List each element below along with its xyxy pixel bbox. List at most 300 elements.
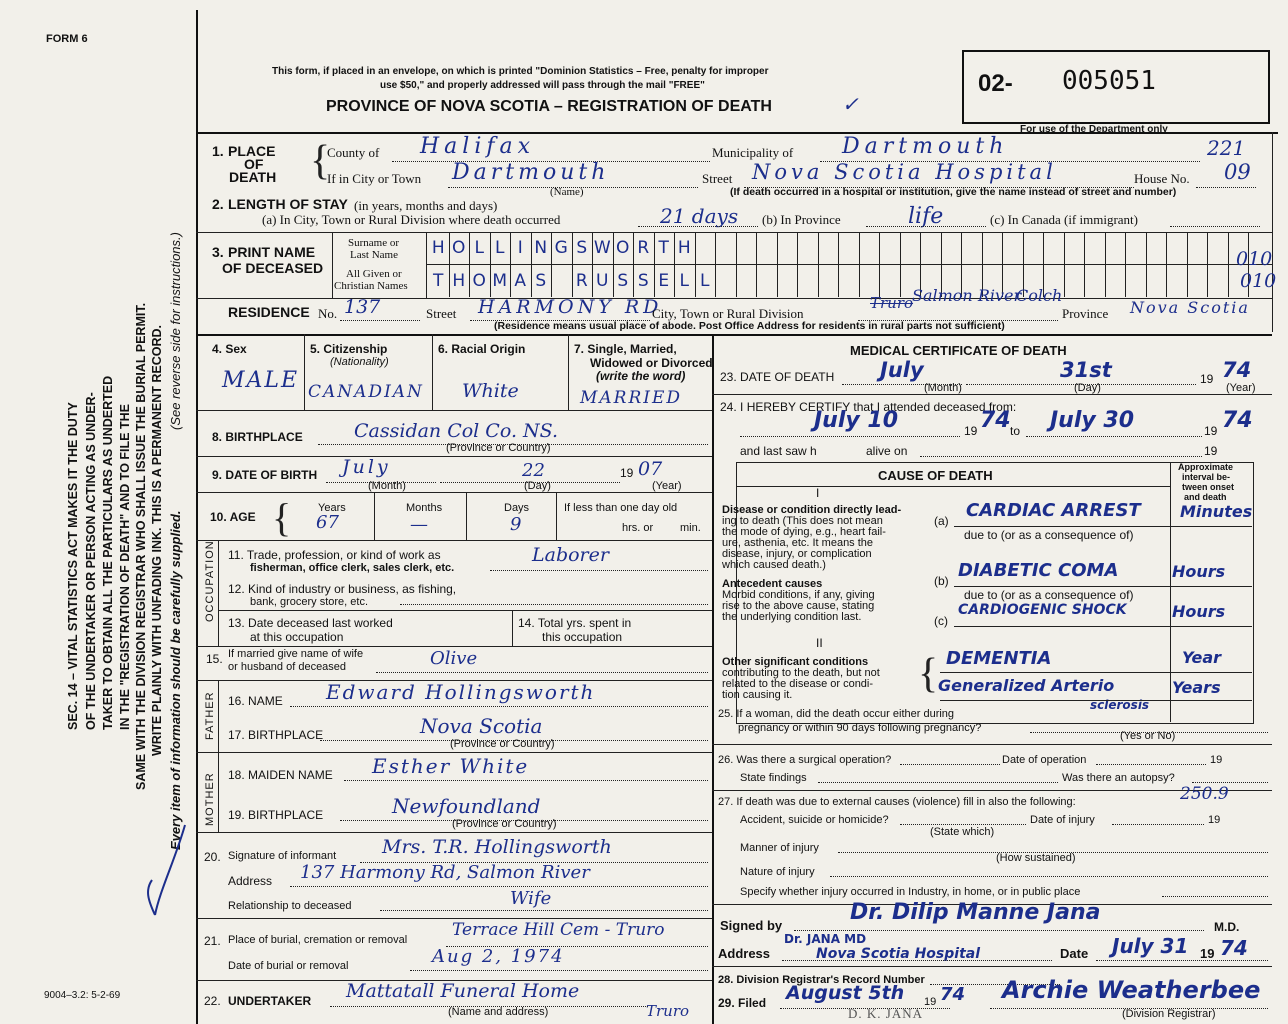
name-letter-cell: R [572, 265, 594, 297]
surname-label-a: Surname or [348, 237, 400, 249]
name-letter-cell [838, 232, 860, 264]
name-letter-cell [797, 265, 819, 297]
envelope-note-1: This form, if placed in an envelope, on which is printed "Dominion Statistics – Free, penalty for improper [272, 66, 769, 77]
record-number-label: Division Registrar's Record Number [736, 974, 925, 986]
informant-address-value: 137 Harmony Rd, Salmon River [300, 862, 590, 883]
age-hrs-label: hrs. or [622, 522, 654, 534]
name-letter-cell [1064, 265, 1086, 297]
s24-num: 24. [720, 400, 737, 414]
last-saw-label: and last saw h [740, 444, 817, 458]
pregnancy-label-a: If a woman, did the death occur either during [736, 708, 955, 720]
undertaker-label: UNDERTAKER [228, 994, 312, 1008]
s17-num: 17. [228, 728, 245, 742]
dept-use-label: For use of the Department only [1020, 124, 1168, 135]
interval-label-b: interval be- [1182, 472, 1231, 482]
direct-cause-d: ure, asthenia, etc. It means the [722, 537, 874, 549]
death-day: 31st [1060, 358, 1112, 382]
name-letter-cell [1125, 232, 1147, 264]
nature-label: Nature of injury [740, 866, 815, 878]
sex-value: MALE [222, 368, 300, 393]
name-letter-cell: M [490, 265, 512, 297]
death-month-hint: (Month) [924, 382, 962, 394]
name-letter-cell [1187, 265, 1209, 297]
s28-num: 28. [718, 974, 734, 986]
dob-day: 22 [522, 460, 545, 481]
stay-c-label: (c) In Canada (if immigrant) [990, 212, 1138, 227]
residence-city-struck: Truro [870, 294, 914, 312]
direct-cause-b: ing to death (This does not mean [722, 515, 883, 527]
pregnancy-label-b: pregnancy or within 90 days following pregnancy? [738, 722, 982, 734]
age-days-label: Days [504, 502, 530, 514]
name-letter-cell: S [572, 232, 594, 264]
how-sustained-hint: (How sustained) [996, 852, 1076, 864]
residence-province-label: Province [1062, 306, 1109, 321]
s4-num: 4. [212, 342, 223, 356]
name-letter-cell [756, 232, 778, 264]
cause-a-interval: Minutes [1180, 502, 1253, 521]
undertaker-value: Mattatall Funeral Home [346, 980, 580, 1002]
residence-no-value: 137 [344, 296, 381, 318]
interval-label-a: Approximate [1178, 462, 1234, 472]
cause-c-label: (c) [934, 614, 948, 628]
county-value: Halifax [420, 134, 536, 159]
place-label: PLACE [228, 143, 276, 159]
injury-year-prefix: 19 [1208, 814, 1221, 826]
length-of-stay-label: LENGTH OF STAY [228, 196, 348, 212]
city-label: If in City or Town [327, 171, 422, 186]
signer-address-label: Address [718, 946, 771, 961]
s5-num: 5. [310, 342, 321, 356]
municipality-value: Dartmouth [842, 134, 1009, 159]
name-letter-cell [715, 265, 737, 297]
dob-day-hint: (Day) [524, 480, 551, 492]
other-interval-1: Year [1182, 648, 1222, 667]
s14-label-a: Total yrs. spent in [537, 616, 632, 630]
name-hint: (Name) [550, 186, 584, 198]
md-label: M.D. [1214, 920, 1240, 934]
antecedent-d: the underlying condition last. [722, 611, 862, 623]
father-birthplace-hint: (Province or Country) [450, 738, 555, 750]
s16-num: 16. [228, 694, 245, 708]
name-letter-cell [879, 232, 901, 264]
s27-num: 27. [718, 796, 734, 808]
name-letter-cell: E [654, 265, 676, 297]
of-deceased-label: OF DECEASED [222, 260, 324, 276]
name-letter-cell: O [613, 232, 635, 264]
filed-below-text: D. K. JANA [848, 1006, 923, 1021]
name-letter-cell: H [674, 232, 696, 264]
s19-num: 19. [228, 808, 245, 822]
name-letter-cell [736, 265, 758, 297]
name-letter-cell: L [674, 265, 696, 297]
injury-date-label: Date of injury [1030, 814, 1095, 826]
attended-to: July 30 [1050, 408, 1135, 433]
undertaker-value-2: Truro [646, 1002, 690, 1020]
birthplace-value: Cassidan Col Co. NS. [354, 420, 559, 442]
attended-to-year: 74 [1222, 408, 1253, 433]
name-letter-cell [920, 232, 942, 264]
antecedent-b: Morbid conditions, if any, giving [722, 589, 875, 601]
side-text-2: OF THE UNDERTAKER OR PERSON ACTING AS UNDER- [84, 392, 98, 730]
stay-b-value: life [908, 204, 944, 229]
name-letter-cell: S [613, 265, 635, 297]
stay-a-label: (a) In City, Town or Rural Division where death occurred [262, 212, 561, 227]
house-value: 09 [1224, 160, 1251, 184]
cause-a-label: (a) [934, 514, 949, 528]
s26-num: 26. [718, 754, 734, 766]
s29-num: 29. [718, 996, 735, 1010]
name-letter-cell: S [633, 265, 655, 297]
s13-label-a: Date deceased last worked [248, 616, 393, 630]
pregnancy-hint: (Yes or No) [1120, 730, 1176, 742]
s20-num: 20. [204, 850, 221, 864]
antecedent-c: rise to the above cause, stating [722, 600, 875, 612]
age-months: — [410, 514, 428, 535]
alive-on-prefix: 19 [1204, 444, 1218, 458]
attended-from-prefix: 19 [964, 424, 978, 438]
name-letter-cell [1166, 232, 1188, 264]
marital-value: MARRIED [580, 388, 683, 408]
other-condition-2: Generalized Arterio [938, 676, 1115, 695]
name-letter-cell [1146, 265, 1168, 297]
signed-date-value: July 31 [1112, 934, 1189, 958]
accident-label: Accident, suicide or homicide? [740, 814, 889, 826]
s14-num: 14. [518, 616, 535, 630]
direct-cause-a: Disease or condition directly lead- [722, 504, 902, 516]
s13-label-b: at this occupation [250, 630, 344, 644]
death-label: DEATH [229, 169, 277, 185]
dob-month: July [342, 456, 391, 478]
form-id: FORM 6 [46, 33, 88, 45]
signer-address-1: Dr. JANA MD [784, 932, 867, 946]
dob-year-hint: (Year) [652, 480, 682, 492]
name-letter-cell [551, 265, 573, 297]
name-letter-cell [859, 232, 881, 264]
death-day-hint: (Day) [1074, 382, 1101, 394]
name-letter-cell: H [428, 232, 450, 264]
name-letter-cell: L [469, 232, 491, 264]
name-letter-cell [736, 232, 758, 264]
age-min-label: min. [680, 522, 701, 534]
dob-label: DATE OF BIRTH [225, 468, 318, 482]
registration-prefix: 02- [978, 70, 1013, 97]
undertaker-hint: (Name and address) [448, 1006, 549, 1018]
informant-address-label: Address [228, 874, 273, 888]
racial-origin-label: Racial Origin [451, 342, 526, 356]
part-2-label: II [816, 636, 823, 650]
birthplace-hint: (Province or Country) [446, 442, 551, 454]
place-of-label: OF [244, 156, 264, 172]
attended-to-prefix: 19 [1204, 424, 1218, 438]
attended-from-year: 74 [980, 408, 1011, 433]
burial-place-label: Place of burial, cremation or removal [228, 934, 408, 946]
marital-label-c: (write the word) [596, 369, 686, 383]
side-text-6: WRITE PLAINLY WITH UNFADING INK. THIS IS A PERMANENT RECORD. [150, 324, 164, 756]
s21-num: 21. [204, 934, 221, 948]
name-letter-cell [1064, 232, 1086, 264]
name-letter-cell [1023, 232, 1045, 264]
age-lt-day-label: If less than one day old [564, 502, 678, 514]
cause-a-value: CARDIAC ARREST [966, 500, 1141, 521]
s15-num: 15. [206, 652, 223, 666]
residence-city-value: Salmon River [912, 286, 1022, 305]
s6-num: 6. [438, 342, 449, 356]
other-conditions-b: contributing to the death, but not [722, 667, 880, 679]
citizenship-label: Citizenship [323, 342, 388, 356]
mother-maiden-label: MAIDEN NAME [248, 768, 333, 782]
father-name-value: Edward Hollingsworth [326, 680, 596, 704]
name-letter-cell [1002, 232, 1024, 264]
name-letter-cell [1125, 265, 1147, 297]
s22-num: 22. [204, 994, 221, 1008]
s11-label-b: fisherman, office clerk, sales clerk, etc. [250, 562, 455, 574]
signed-year: 74 [1220, 936, 1248, 960]
dob-year-prefix: 19 [620, 466, 634, 480]
age-months-label: Months [406, 502, 443, 514]
direct-cause-e: disease, injury, or complication [722, 548, 872, 560]
relationship-value: Wife [510, 888, 552, 909]
mother-side-label: MOTHER [204, 772, 216, 826]
dob-year: 07 [638, 458, 663, 480]
hospital-note: (If death occurred in a hospital or institution, give the name instead of street and number) [730, 186, 1177, 198]
s8-num: 8. [212, 430, 223, 444]
side-text-1: SEC. 14 – VITAL STATISTICS ACT MAKES IT THE DUTY [66, 402, 80, 730]
manner-label: Manner of injury [740, 842, 819, 854]
name-letter-cell: T [428, 265, 450, 297]
medical-certificate-title: MEDICAL CERTIFICATE OF DEATH [850, 343, 1067, 358]
certify-label: I HEREBY CERTIFY that I attended deceased from: [740, 400, 1017, 414]
signed-year-prefix: 19 [1200, 946, 1215, 961]
mother-birthplace-hint: (Province or Country) [452, 818, 557, 830]
s3-num: 3. [212, 244, 224, 260]
name-letter-cell [838, 265, 860, 297]
cause-c-interval: Hours [1172, 602, 1226, 621]
mother-maiden-value: Esther White [372, 754, 530, 778]
county-label: County of [327, 145, 380, 160]
s11-num: 11. [228, 548, 244, 562]
name-letter-cell: O [449, 232, 471, 264]
marital-label-a: Single, Married, [587, 342, 677, 356]
margin-code-2: 010 [1240, 270, 1277, 292]
due-to-a: due to (or as a consequence of) [964, 528, 1134, 542]
name-letter-cell [1084, 265, 1106, 297]
name-letter-cell: N [531, 232, 553, 264]
name-letter-cell [859, 265, 881, 297]
racial-origin-value: White [462, 380, 519, 402]
age-years: 67 [316, 512, 339, 533]
street-value: Nova Scotia Hospital [752, 160, 1057, 184]
due-to-b: due to (or as a consequence of) [964, 588, 1134, 602]
margin-code-1: 010 [1236, 248, 1273, 270]
direct-cause-f: which caused death.) [722, 559, 826, 571]
filed-year-prefix: 19 [924, 996, 937, 1008]
death-month: July [880, 358, 924, 382]
name-letter-cell [1105, 232, 1127, 264]
cause-of-death-title: CAUSE OF DEATH [878, 468, 993, 483]
antecedent-a: Antecedent causes [722, 578, 823, 590]
name-letter-cell [961, 232, 983, 264]
name-letter-cell: I [510, 232, 532, 264]
filed-year: 74 [940, 984, 966, 1005]
death-year-prefix: 19 [1200, 372, 1214, 386]
other-conditions-c: related to the disease or condi- [722, 678, 874, 690]
findings-label: State findings [740, 772, 807, 784]
registrar-signature: Archie Weatherbee [1002, 976, 1261, 1004]
father-birthplace-label: BIRTHPLACE [248, 728, 324, 742]
city-value: Dartmouth [452, 160, 610, 185]
dept-code-1: 221 [1207, 136, 1246, 160]
occupation-value: Laborer [532, 544, 609, 566]
operation-date-label: Date of operation [1002, 754, 1087, 766]
residence-label: RESIDENCE [228, 304, 310, 320]
signer-address-2: Nova Scotia Hospital [816, 946, 981, 962]
burial-place-value: Terrace Hill Cem - Truro [452, 920, 665, 940]
s12-label-b: bank, grocery store, etc. [250, 596, 368, 608]
side-text-7: Every item of information should be carefully supplied. [168, 510, 183, 850]
side-text-3: TAKER TO OBTAIN ALL THE PARTICULARS AS UNDERTED [101, 375, 115, 730]
death-year: 74 [1222, 358, 1252, 382]
s12-label-a: Kind of industry or business, as fishing, [248, 582, 457, 596]
date-of-death-label: DATE OF DEATH [740, 370, 835, 384]
occupation-side-label: OCCUPATION [204, 540, 216, 622]
name-letter-cell: L [490, 232, 512, 264]
envelope-note-2: use $50," and properly addressed will pass through the mail "FREE" [380, 80, 705, 91]
father-name-label: NAME [248, 694, 283, 708]
name-letter-cell: A [510, 265, 532, 297]
s9-num: 9. [212, 468, 223, 482]
street-label: Street [702, 171, 733, 186]
given-label-b: Christian Names [334, 280, 408, 292]
other-condition-1: DEMENTIA [946, 648, 1052, 669]
s18-num: 18. [228, 768, 245, 782]
name-letter-cell [715, 232, 737, 264]
registration-number: 005051 [1062, 66, 1156, 96]
side-text-5: SAME WITH THE DIVISION REGISTRAR WHO SHALL ISSUE THE BURIAL PERMIT. [134, 302, 148, 790]
spouse-value: Olive [430, 648, 478, 669]
municipality-label: Municipality of [712, 145, 794, 160]
informant-signature-label: Signature of informant [228, 850, 337, 862]
name-letter-cell [695, 232, 717, 264]
birthplace-label: BIRTHPLACE [225, 430, 303, 444]
part-1-label: I [816, 486, 820, 500]
mother-birthplace-value: Newfoundland [392, 794, 541, 818]
other-condition-3: sclerosis [1090, 698, 1150, 712]
name-letter-cell: R [633, 232, 655, 264]
residence-province-value: Nova Scotia [1130, 298, 1250, 317]
specify-label: Specify whether injury occurred in Industry, in home, or in public place [740, 886, 1081, 898]
attended-from: July 10 [814, 408, 899, 433]
name-letter-cell [1207, 232, 1229, 264]
name-letter-cell [1105, 265, 1127, 297]
name-letter-cell [982, 232, 1004, 264]
mother-birthplace-label: BIRTHPLACE [248, 808, 324, 822]
surname-label-b: Last Name [350, 249, 398, 261]
dob-month-hint: (Month) [368, 480, 406, 492]
cause-c-value: CARDIOGENIC SHOCK [958, 602, 1127, 618]
s1-num: 1. [212, 143, 224, 159]
signed-by-value: Dr. Dilip Manne Jana [850, 900, 1101, 925]
name-letter-cell: O [469, 265, 491, 297]
residence-street-value: HARMONY RD [478, 296, 663, 318]
name-letter-cell [777, 232, 799, 264]
burial-date-label: Date of burial or removal [228, 960, 349, 972]
name-letter-cell [818, 232, 840, 264]
registration-number-box [962, 50, 1270, 124]
residence-city-extra: Colch [1016, 286, 1063, 305]
side-text-8: (See reverse side for instructions.) [168, 232, 183, 430]
informant-signature-value: Mrs. T.R. Hollingsworth [382, 836, 612, 858]
stay-b-label: (b) In Province [762, 212, 841, 227]
operation-year-prefix: 19 [1210, 754, 1223, 766]
s10-num: 10. [210, 510, 227, 524]
death-year-hint: (Year) [1226, 382, 1256, 394]
cause-b-value: DIABETIC COMA [958, 560, 1119, 581]
name-letter-cell [941, 232, 963, 264]
name-letter-cell [797, 232, 819, 264]
signed-date-label: Date [1060, 946, 1089, 961]
relationship-label: Relationship to deceased [228, 900, 352, 912]
name-letter-cell [1043, 232, 1065, 264]
direct-cause-c: the mode of dying, e.g., heart fail- [722, 526, 886, 538]
interval-label-c: tween onset [1182, 482, 1235, 492]
s25-num: 25. [718, 708, 734, 720]
residence-no-label: No. [318, 306, 338, 321]
name-letter-cell [1146, 232, 1168, 264]
name-letter-cell [900, 232, 922, 264]
name-letter-cell [879, 265, 901, 297]
autopsy-label: Was there an autopsy? [1062, 772, 1175, 784]
death-registration-form: FORM 6 This form, if placed in an envelope, on which is printed "Dominion Statistics – Free, penalty for improper use $50," and properly addressed will pass through the mail "FREE" PROVINCE OF NOVA SCOTIA – REGISTRATION OF DEATH ✓ 02- 005051 For use of the Department only SEC. 14 – VITAL STATISTICS ACT MAKES IT THE DUTY OF THE UNDERTAKER OR PERSON ACTING AS UNDER- TAKER TO OBTAIN ALL THE PARTICULARS AS UNDERTED IN THE "REGISTRATION OF DEATH" AND TO FILE THE SAME WITH THE DIVISION REGISTRAR WHO SHALL ISSUE THE BURIAL PERMIT. WRITE PLAINLY WITH UNFADING INK. THIS IS A PERMANENT RECORD. Every item of information should be carefully supplied. (See reverse side for instructions.) 9004–3.2: 5-2-69 1. PLACE OF DEATH { County of Halifax Municipality of Dartmouth 221 If in City or Town Dartmouth (Name) Street Nova Scotia Hospital House No. 09 (If death occurred in a hospital or institution, give the name instead of street and number) 2. LENGTH OF STAY (in years, months and days) (a) In City, Town or Rural Division where death occurred 21 days (b) In Province life (c) In Canada (if immigrant) 3. PRINT NAME OF DECEASED Surname or Last Name All Given or Christian Names H O L L I N G S W O R T H T H O M A S R U S S E L L 010 010 RESIDENCE No. 137 Street HARMONY RD City, Town or Rural Division Truro Salmon River Colch Province Nova Scotia (Residence means usual place of abode. Post Office Address for residents in rural parts not sufficient) 4. Sex MALE 5. Citizenship (Nationality) CANADIAN 6. Racial Origin White 7. Single, Married, Widowed or Divorced (write the word) MARRIED 8. BIRTHPLACE Cassidan Col Co. NS. (Province or Country) 9. DATE OF BIRTH July (Month) 22 (Day) 19 07 (Year) 10. AGE { Years 67 Months — Days 9 If less than one day old hrs. or min. OCCUPATION 11. Trade, profession, or kind of work as fisherman, office clerk, sales clerk, etc. Laborer 12. Kind of industry or business, as fishing, bank, grocery store, etc. 13. Date deceased last worked at this occupation 14. Total yrs. spent in this occupation 15. If married give name of wife or husband of deceased Olive FATHER 16. NAME Edward Hollingsworth 17. BIRTHPLACE Nova Scotia (Province or Country) MOTHER 18. MAIDEN NAME Esther White 19. BIRTHPLACE Newfoundland (Province or Country) 20. Signature of informant Mrs. T.R. Hollingsworth Address 137 Harmony Rd, Salmon River Relationship to deceased Wife 21. Place of burial, cremation or removal Terrace Hill Cem - Truro Date of burial or removal Aug 2, 1974 22. UNDERTAKER Mattatall Funeral Home Truro (Name and address) MEDICAL CERTIFICATE OF DEATH 23. DATE OF DEATH July (Month) 31st (Day) 19 74 (Year) 24. I HEREBY CERTIFY that I attended deceased from: July 10 19 74 to July 30 19 74 and last saw h alive on 19 CAUSE OF DEATH Approximate interval be- tween onset and death I Disease or condition directly lead- ing to death (This does not mean the mode of dying, e.g., heart fail- ure, asthenia, etc. It means the disease, injury, or complication which caused death.) Antecedent causes Morbid conditions, if any, giving rise to the above cause, stating the underlying condition last. (a) CARDIAC ARREST Minutes due to (or as a consequence of) (b) DIABETIC COMA Hours due to (or as a consequence of) (c) CARDIOGENIC SHOCK Hours II Other significant conditions contributing to the death, but not related to the disease or condi- tion causing it. { DEMENTIA Year Generalized Arterio sclerosis Years 25. If a woman, did the death occur either during pregnancy or within 90 days following pregnancy? (Yes or No) 26. Was there a surgical operation? Date of operation 19 State findings Was there an autopsy? 27. If death was due to external causes (violence) fill in also the following: 250.9 Accident, suicide or homicide? Date of injury 19 (State which) Manner of injury (How sustained) Nature of injury Specify whether injury occurred in Industry, in home, or in public place Signed by Dr. Dilip Manne Jana M.D. Address Dr. JANA MD Nova Scotia Hospital Date July 31 19 74 28. Division Registrar's Record Number 29. Filed August 5th 19 74 Archie Weatherbee (Division Registrar) D. K. JANA [0, 0, 1288, 1024]
cause-b-interval: Hours [1172, 562, 1226, 581]
father-birthplace-value: Nova Scotia [420, 714, 543, 738]
name-letter-cell [818, 265, 840, 297]
citizenship-sub: (Nationality) [330, 356, 389, 368]
name-letter-cell [756, 265, 778, 297]
interval-label-d: and death [1184, 492, 1227, 502]
father-side-label: FATHER [204, 691, 216, 740]
name-letter-cell: W [592, 232, 614, 264]
name-letter-cell [1084, 232, 1106, 264]
s23-num: 23. [720, 370, 737, 384]
print-name-label: PRINT NAME [228, 244, 316, 260]
page-title: PROVINCE OF NOVA SCOTIA – REGISTRATION OF DEATH [326, 98, 772, 115]
s13-num: 13. [228, 616, 245, 630]
age-label: AGE [229, 510, 256, 524]
citizenship-value: CANADIAN [308, 382, 424, 402]
s15-label-b: or husband of deceased [228, 661, 347, 673]
filed-label: Filed [738, 996, 767, 1010]
s2-num: 2. [212, 196, 224, 212]
age-years-label: Years [318, 502, 346, 514]
s12-num: 12. [228, 582, 245, 596]
external-causes-label: If death was due to external causes (violence) fill in also the following: [736, 796, 1076, 808]
alive-on-label: alive on [866, 444, 908, 458]
house-label: House No. [1134, 171, 1190, 186]
length-of-stay-hint: (in years, months and days) [354, 198, 498, 213]
name-letter-cell [777, 265, 799, 297]
name-letter-cell: H [449, 265, 471, 297]
filed-date-value: August 5th [786, 982, 905, 1004]
residence-note: (Residence means usual place of abode. Post Office Address for residents in rural parts not sufficient) [494, 320, 1005, 332]
name-letter-cell: G [551, 232, 573, 264]
other-conditions-d: tion causing it. [722, 689, 793, 701]
sex-label: Sex [225, 342, 247, 356]
residence-city-label: City, Town or Rural Division [652, 306, 804, 321]
state-which-hint: (State which) [930, 826, 995, 838]
signed-by-label: Signed by [720, 918, 783, 933]
s11-label-a: Trade, profession, or kind of work as [246, 548, 441, 562]
s14-label-b: this occupation [542, 630, 623, 644]
